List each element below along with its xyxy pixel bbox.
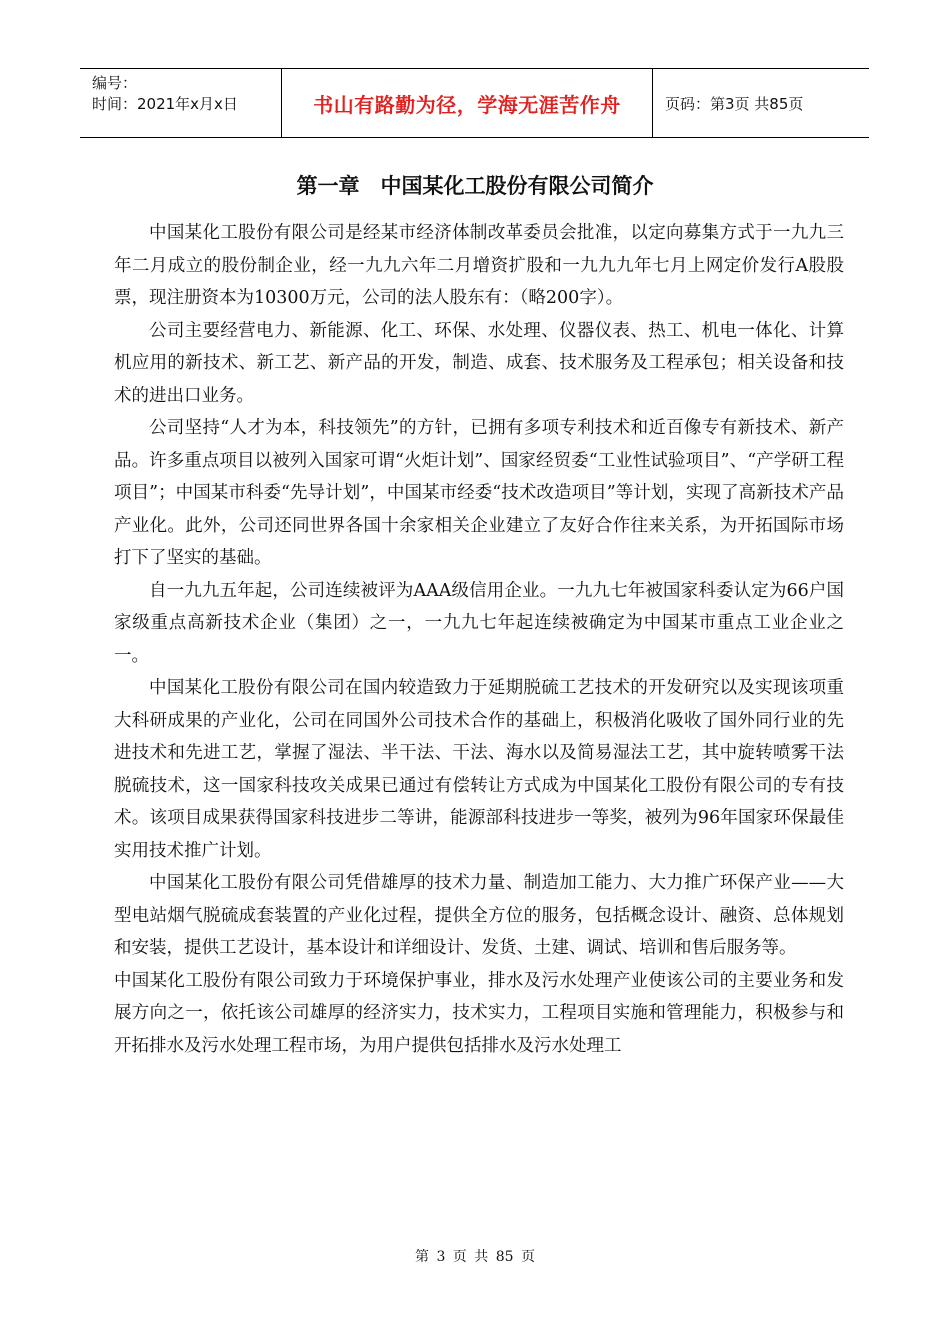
- paragraph: 中国某化工股份有限公司是经某市经济体制改革委员会批准，以定向募集方式于一九九三年二月成立的股份制企业，经一九九六年二月增资扩股和一九九九年七月上网定价发行A股股票，现注册资本为10300万元，公司的法人股东有：（略200字）。: [114, 223, 844, 308]
- page-footer: 第 3 页 共 85 页: [415, 1249, 535, 1265]
- paragraph: 公司坚持“人才为本，科技领先”的方针，已拥有多项专利技术和近百像专有新技术、新产品。许多重点项目以被列入国家可谓“火炬计划”、国家经贸委“工业性试验项目”、“产学研工程项目”；中国某市科委“先导计划”，中国某市经委“技术改造项目”等计划，实现了高新技术产品产业化。此外，公司还同世界各国十余家相关企业建立了友好合作往来关系，为开拓国际市场打下了坚实的基础。: [114, 418, 844, 568]
- document-body: [114, 217, 844, 1062]
- chapter-title: 第一章 中国某化工股份有限公司简介: [296, 174, 654, 198]
- paragraph: 中国某化工股份有限公司致力于环境保护事业，排水及污水处理产业使该公司的主要业务和发展方向之一，依托该公司雄厚的经济实力，技术实力，工程项目实施和管理能力，积极参与和开拓排水及污水处理工程市场，为用户提供包括排水及污水处理工: [114, 970, 844, 1056]
- paragraph: 中国某化工股份有限公司在国内较造致力于延期脱硫工艺技术的开发研究以及实现该项重大科研成果的产业化，公司在同国外公司技术合作的基础上，积极消化吸收了国外同行业的先进技术和先进工艺，掌握了湿法、半干法、干法、海水以及简易湿法工艺，其中旋转喷雾干法脱硫技术，这一国家科技攻关成果已通过有偿转让方式成为中国某化工股份有限公司的专有技术。该项目成果获得国家科技进步二等讲，能源部科技进步一等奖，被列为96年国家环保最佳实用技术推广计划。: [114, 678, 844, 861]
- paragraph: 中国某化工股份有限公司凭借雄厚的技术力量、制造加工能力、大力推广环保产业——大型电站烟气脱硫成套装置的产业化过程，提供全方位的服务，包括概念设计、融资、总体规划和安装，提供工艺设计，基本设计和详细设计、发货、土建、调试、培训和售后服务等。: [114, 873, 844, 958]
- paragraph: 公司主要经营电力、新能源、化工、环保、水处理、仪器仪表、热工、机电一体化、计算机应用的新技术、新工艺、新产品的开发，制造、成套、技术服务及工程承包；相关设备和技术的进出口业务。: [114, 320, 844, 406]
- paragraph: 自一九九五年起，公司连续被评为AAA级信用企业。一九九七年被国家科委认定为66户国家级重点高新技术企业（集团）之一，一九九七年起连续被确定为中国某市重点工业企业之一。: [114, 580, 844, 666]
- header-motto: 书山有路勤为径，学海无涯苦作舟: [282, 69, 653, 137]
- page-header: [80, 68, 869, 138]
- date-label: 时间：2021年x月x日: [92, 95, 238, 113]
- header-page-info: 页码：第3页 共85页: [665, 94, 804, 113]
- header-meta: [80, 69, 282, 137]
- serial-number-label: 编号：: [92, 74, 138, 92]
